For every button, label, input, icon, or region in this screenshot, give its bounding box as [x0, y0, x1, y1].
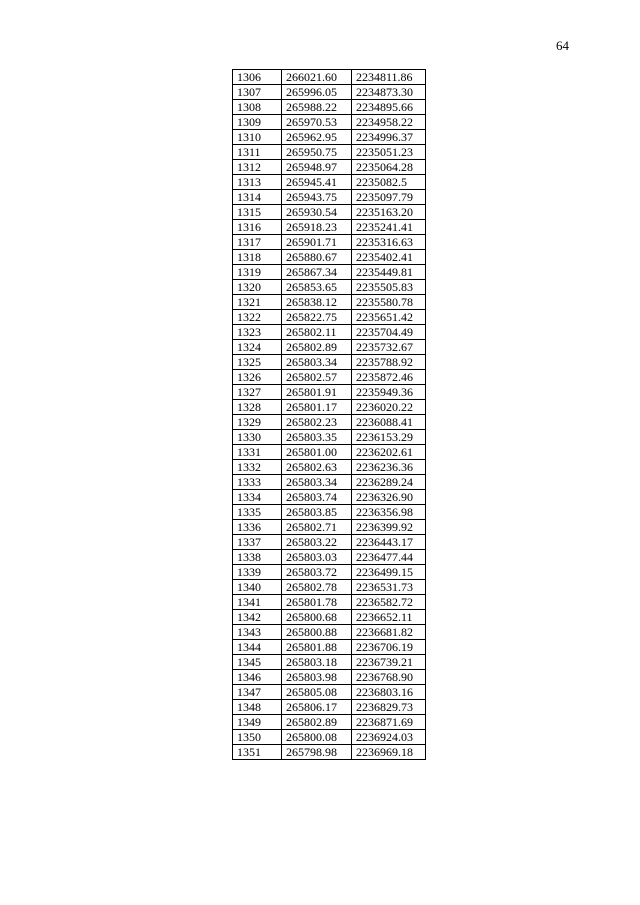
- y-coordinate-cell: 2236829.73: [352, 700, 426, 715]
- y-coordinate-cell: 2235082.5: [352, 175, 426, 190]
- point-number-cell: 1309: [233, 115, 282, 130]
- coordinates-table: [232, 69, 426, 760]
- table-row: [233, 535, 426, 550]
- x-coordinate-cell: 265800.08: [282, 730, 352, 745]
- table-row: [233, 415, 426, 430]
- y-coordinate-cell: 2236326.90: [352, 490, 426, 505]
- y-coordinate-cell: 2236289.24: [352, 475, 426, 490]
- table-row: [233, 115, 426, 130]
- table-row: [233, 715, 426, 730]
- y-coordinate-cell: 2236924.03: [352, 730, 426, 745]
- x-coordinate-cell: 265800.68: [282, 610, 352, 625]
- x-coordinate-cell: 265803.35: [282, 430, 352, 445]
- y-coordinate-cell: 2235580.78: [352, 295, 426, 310]
- point-number-cell: 1327: [233, 385, 282, 400]
- point-number-cell: 1322: [233, 310, 282, 325]
- y-coordinate-cell: 2236202.61: [352, 445, 426, 460]
- x-coordinate-cell: 265803.98: [282, 670, 352, 685]
- point-number-cell: 1343: [233, 625, 282, 640]
- table-row: [233, 325, 426, 340]
- x-coordinate-cell: 265802.63: [282, 460, 352, 475]
- point-number-cell: 1311: [233, 145, 282, 160]
- y-coordinate-cell: 2235241.41: [352, 220, 426, 235]
- y-coordinate-cell: 2235051.23: [352, 145, 426, 160]
- point-number-cell: 1344: [233, 640, 282, 655]
- x-coordinate-cell: 265962.95: [282, 130, 352, 145]
- point-number-cell: 1350: [233, 730, 282, 745]
- table-row: [233, 730, 426, 745]
- point-number-cell: 1331: [233, 445, 282, 460]
- y-coordinate-cell: 2234873.30: [352, 85, 426, 100]
- x-coordinate-cell: 265801.88: [282, 640, 352, 655]
- x-coordinate-cell: 265988.22: [282, 100, 352, 115]
- y-coordinate-cell: 2235788.92: [352, 355, 426, 370]
- y-coordinate-cell: 2236681.82: [352, 625, 426, 640]
- y-coordinate-cell: 2236236.36: [352, 460, 426, 475]
- table-row: [233, 70, 426, 85]
- table-row: [233, 745, 426, 760]
- x-coordinate-cell: 265802.78: [282, 580, 352, 595]
- table-row: [233, 475, 426, 490]
- y-coordinate-cell: 2236768.90: [352, 670, 426, 685]
- point-number-cell: 1330: [233, 430, 282, 445]
- point-number-cell: 1346: [233, 670, 282, 685]
- y-coordinate-cell: 2236477.44: [352, 550, 426, 565]
- y-coordinate-cell: 2236803.16: [352, 685, 426, 700]
- table-row: [233, 505, 426, 520]
- y-coordinate-cell: 2234895.66: [352, 100, 426, 115]
- point-number-cell: 1319: [233, 265, 282, 280]
- y-coordinate-cell: 2236706.19: [352, 640, 426, 655]
- y-coordinate-cell: 2236443.17: [352, 535, 426, 550]
- table-row: [233, 160, 426, 175]
- y-coordinate-cell: 2236153.29: [352, 430, 426, 445]
- y-coordinate-cell: 2236871.69: [352, 715, 426, 730]
- x-coordinate-cell: 265798.98: [282, 745, 352, 760]
- x-coordinate-cell: 265803.18: [282, 655, 352, 670]
- table-row: [233, 685, 426, 700]
- point-number-cell: 1334: [233, 490, 282, 505]
- y-coordinate-cell: 2235651.42: [352, 310, 426, 325]
- x-coordinate-cell: 266021.60: [282, 70, 352, 85]
- table-row: [233, 280, 426, 295]
- x-coordinate-cell: 265800.88: [282, 625, 352, 640]
- table-row: [233, 520, 426, 535]
- table-row: [233, 595, 426, 610]
- point-number-cell: 1324: [233, 340, 282, 355]
- x-coordinate-cell: 265806.17: [282, 700, 352, 715]
- point-number-cell: 1333: [233, 475, 282, 490]
- y-coordinate-cell: 2235449.81: [352, 265, 426, 280]
- point-number-cell: 1348: [233, 700, 282, 715]
- table-row: [233, 385, 426, 400]
- y-coordinate-cell: 2236020.22: [352, 400, 426, 415]
- table-row: [233, 130, 426, 145]
- x-coordinate-cell: 265867.34: [282, 265, 352, 280]
- y-coordinate-cell: 2235402.41: [352, 250, 426, 265]
- y-coordinate-cell: 2236739.21: [352, 655, 426, 670]
- point-number-cell: 1317: [233, 235, 282, 250]
- table-row: [233, 145, 426, 160]
- point-number-cell: 1339: [233, 565, 282, 580]
- point-number-cell: 1328: [233, 400, 282, 415]
- y-coordinate-cell: 2235064.28: [352, 160, 426, 175]
- point-number-cell: 1347: [233, 685, 282, 700]
- y-coordinate-cell: 2235872.46: [352, 370, 426, 385]
- x-coordinate-cell: 265803.34: [282, 475, 352, 490]
- x-coordinate-cell: 265801.17: [282, 400, 352, 415]
- point-number-cell: 1314: [233, 190, 282, 205]
- y-coordinate-cell: 2236088.41: [352, 415, 426, 430]
- y-coordinate-cell: 2235949.36: [352, 385, 426, 400]
- table-row: [233, 400, 426, 415]
- point-number-cell: 1340: [233, 580, 282, 595]
- x-coordinate-cell: 265822.75: [282, 310, 352, 325]
- x-coordinate-cell: 265803.22: [282, 535, 352, 550]
- x-coordinate-cell: 265838.12: [282, 295, 352, 310]
- page-number: 64: [556, 38, 569, 53]
- point-number-cell: 1313: [233, 175, 282, 190]
- table-row: [233, 235, 426, 250]
- point-number-cell: 1308: [233, 100, 282, 115]
- x-coordinate-cell: 265801.78: [282, 595, 352, 610]
- x-coordinate-cell: 265802.71: [282, 520, 352, 535]
- y-coordinate-cell: 2236582.72: [352, 595, 426, 610]
- point-number-cell: 1315: [233, 205, 282, 220]
- table-row: [233, 655, 426, 670]
- x-coordinate-cell: 265802.57: [282, 370, 352, 385]
- x-coordinate-cell: 265970.53: [282, 115, 352, 130]
- point-number-cell: 1318: [233, 250, 282, 265]
- y-coordinate-cell: 2235704.49: [352, 325, 426, 340]
- point-number-cell: 1341: [233, 595, 282, 610]
- x-coordinate-cell: 265803.74: [282, 490, 352, 505]
- table-row: [233, 340, 426, 355]
- table-row: [233, 640, 426, 655]
- x-coordinate-cell: 265918.23: [282, 220, 352, 235]
- table-row: [233, 625, 426, 640]
- point-number-cell: 1326: [233, 370, 282, 385]
- x-coordinate-cell: 265950.75: [282, 145, 352, 160]
- point-number-cell: 1337: [233, 535, 282, 550]
- point-number-cell: 1320: [233, 280, 282, 295]
- table-row: [233, 205, 426, 220]
- x-coordinate-cell: 265803.34: [282, 355, 352, 370]
- point-number-cell: 1349: [233, 715, 282, 730]
- table-row: [233, 85, 426, 100]
- x-coordinate-cell: 265996.05: [282, 85, 352, 100]
- table-row: [233, 700, 426, 715]
- x-coordinate-cell: 265801.91: [282, 385, 352, 400]
- point-number-cell: 1342: [233, 610, 282, 625]
- x-coordinate-cell: 265801.00: [282, 445, 352, 460]
- point-number-cell: 1338: [233, 550, 282, 565]
- table-row: [233, 175, 426, 190]
- x-coordinate-cell: 265930.54: [282, 205, 352, 220]
- y-coordinate-cell: 2236356.98: [352, 505, 426, 520]
- coordinates-table-body: [233, 70, 426, 760]
- x-coordinate-cell: 265802.89: [282, 715, 352, 730]
- table-row: [233, 100, 426, 115]
- table-row: [233, 190, 426, 205]
- point-number-cell: 1306: [233, 70, 282, 85]
- y-coordinate-cell: 2235732.67: [352, 340, 426, 355]
- point-number-cell: 1307: [233, 85, 282, 100]
- table-row: [233, 490, 426, 505]
- table-row: [233, 295, 426, 310]
- table-row: [233, 460, 426, 475]
- y-coordinate-cell: 2234996.37: [352, 130, 426, 145]
- y-coordinate-cell: 2236399.92: [352, 520, 426, 535]
- x-coordinate-cell: 265880.67: [282, 250, 352, 265]
- point-number-cell: 1336: [233, 520, 282, 535]
- x-coordinate-cell: 265802.89: [282, 340, 352, 355]
- y-coordinate-cell: 2236969.18: [352, 745, 426, 760]
- x-coordinate-cell: 265803.72: [282, 565, 352, 580]
- point-number-cell: 1329: [233, 415, 282, 430]
- point-number-cell: 1323: [233, 325, 282, 340]
- point-number-cell: 1312: [233, 160, 282, 175]
- x-coordinate-cell: 265901.71: [282, 235, 352, 250]
- point-number-cell: 1351: [233, 745, 282, 760]
- x-coordinate-cell: 265853.65: [282, 280, 352, 295]
- y-coordinate-cell: 2234811.86: [352, 70, 426, 85]
- table-row: [233, 220, 426, 235]
- point-number-cell: 1310: [233, 130, 282, 145]
- table-row: [233, 610, 426, 625]
- table-row: [233, 355, 426, 370]
- table-row: [233, 670, 426, 685]
- x-coordinate-cell: 265802.11: [282, 325, 352, 340]
- y-coordinate-cell: 2236531.73: [352, 580, 426, 595]
- y-coordinate-cell: 2235097.79: [352, 190, 426, 205]
- x-coordinate-cell: 265802.23: [282, 415, 352, 430]
- x-coordinate-cell: 265943.75: [282, 190, 352, 205]
- point-number-cell: 1325: [233, 355, 282, 370]
- y-coordinate-cell: 2236499.15: [352, 565, 426, 580]
- x-coordinate-cell: 265805.08: [282, 685, 352, 700]
- table-row: [233, 265, 426, 280]
- table-row: [233, 565, 426, 580]
- table-row: [233, 370, 426, 385]
- point-number-cell: 1345: [233, 655, 282, 670]
- x-coordinate-cell: 265948.97: [282, 160, 352, 175]
- x-coordinate-cell: 265803.85: [282, 505, 352, 520]
- table-row: [233, 430, 426, 445]
- table-row: [233, 310, 426, 325]
- y-coordinate-cell: 2235505.83: [352, 280, 426, 295]
- y-coordinate-cell: 2234958.22: [352, 115, 426, 130]
- table-row: [233, 445, 426, 460]
- point-number-cell: 1335: [233, 505, 282, 520]
- y-coordinate-cell: 2235163.20: [352, 205, 426, 220]
- table-row: [233, 250, 426, 265]
- table-row: [233, 580, 426, 595]
- x-coordinate-cell: 265945.41: [282, 175, 352, 190]
- x-coordinate-cell: 265803.03: [282, 550, 352, 565]
- table-row: [233, 550, 426, 565]
- point-number-cell: 1316: [233, 220, 282, 235]
- point-number-cell: 1321: [233, 295, 282, 310]
- point-number-cell: 1332: [233, 460, 282, 475]
- y-coordinate-cell: 2235316.63: [352, 235, 426, 250]
- y-coordinate-cell: 2236652.11: [352, 610, 426, 625]
